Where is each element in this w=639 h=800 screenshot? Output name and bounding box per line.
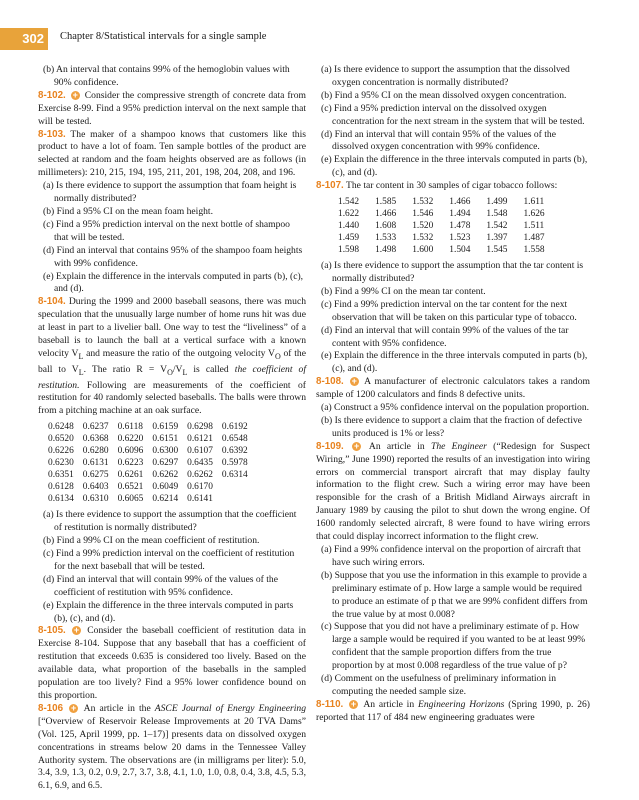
table-cell: 1.498	[375, 245, 397, 256]
table-cell: 0.6520	[48, 434, 74, 445]
table-row	[48, 421, 257, 433]
exercise-text: of the ball to V	[38, 347, 306, 375]
table-cell: 0.6151	[152, 434, 179, 445]
table-cell: 0.6159	[152, 422, 179, 433]
exercise-text: Following are measurements of the coefficient of restitution for 40 randomly selected baseballs. The balls were thrown from a pitching machine at an oak surface.	[38, 379, 306, 417]
table-cell: 1.533	[375, 233, 397, 244]
table-cell: 0.6275	[82, 470, 109, 481]
exercise-number: 8-103.	[38, 128, 66, 140]
table-row	[48, 445, 257, 457]
exercise-text: Consider the compressive strength of concrete data from Exercise 8-99. Find a 95% prediction interval on the next sample that will be tested.	[38, 89, 307, 127]
table-cell: 1.478	[449, 221, 471, 232]
table-cell: 0.6297	[152, 458, 179, 469]
table-cell: 0.6310	[82, 494, 109, 505]
restitution-table	[48, 421, 257, 505]
table-cell: 0.6118	[117, 422, 143, 433]
list-item: (b) Find a 95% CI on the mean foam height.	[43, 205, 213, 217]
exercise-number: 8-102.	[38, 89, 66, 101]
page-number: 302	[0, 28, 48, 50]
list-item: (d) Find an interval that contains 95% of the shampoo foam heights with 99% confidence.	[43, 244, 303, 269]
list-item: (a) Is there evidence to support the assumption that foam height is normally distributed?	[43, 180, 297, 205]
table-cell: 1.504	[449, 245, 471, 256]
list-item: (d) Find an interval that will contain 99% of the values of the coefficient of restitution with 95% confidence.	[43, 573, 278, 598]
table-row	[48, 469, 257, 481]
left-column	[38, 64, 306, 793]
list-item: (d) Find an interval that will contain 99% of the values of the tar content with 95% confidence.	[321, 324, 569, 349]
table-cell: 1.499	[486, 197, 508, 208]
subscript: O	[274, 351, 281, 361]
list-item: (a) Is there evidence to support the assumption that the dissolved oxygen concentration is normally distributed?	[321, 64, 570, 88]
table-cell: 0.6314	[221, 470, 248, 481]
exercise-text: An article in the	[83, 702, 155, 714]
exercise-8-108	[316, 376, 590, 402]
plus-icon: +	[350, 698, 357, 709]
table-cell: 0.6548	[221, 434, 248, 445]
table-cell: 0.6134	[48, 494, 74, 505]
table-cell: 0.6392	[221, 446, 248, 457]
table-cell: 0.6230	[48, 458, 74, 469]
table-cell: 0.6121	[187, 434, 213, 445]
table-row	[338, 220, 561, 232]
list-item: (c) Find a 99% prediction interval on the coefficient of restitution for the next baseball that will be tested.	[43, 548, 295, 572]
table-row	[338, 196, 561, 208]
table-cell: 0.6131	[82, 458, 109, 469]
table-cell: 0.6351	[48, 470, 74, 481]
table-row	[338, 232, 561, 244]
list-item: (c) Find a 99% prediction interval on the tar content for the next observation that will be taken on this particular type of tobacco.	[321, 298, 577, 323]
exercise-text: The maker of a shampoo knows that customers like this product to have a lot of foam. Ten sample bottles of the product are selected at random and the foam heights observed are as follows (in millimeters): 210, 215, 194, 195, 211, 201, 198, 204, 208, and 196.	[38, 128, 306, 179]
table-cell: 0.6141	[187, 494, 213, 505]
table-cell: 1.440	[338, 221, 360, 232]
table-cell: 1.532	[412, 197, 434, 208]
subscript: L	[78, 351, 84, 361]
table-cell: 0.6262	[152, 470, 179, 481]
list-item: (b) An interval that contains 99% of the hemoglobin values with 90% confidence.	[43, 64, 290, 88]
table-cell: 1.626	[523, 209, 545, 220]
exercise-8-103	[38, 129, 306, 181]
table-cell: 1.466	[449, 197, 471, 208]
table-cell: 1.487	[523, 233, 545, 244]
exercise-text: /V	[172, 363, 183, 375]
table-cell: 0.6237	[82, 422, 109, 433]
plus-icon: +	[351, 376, 357, 387]
table-cell: 1.611	[523, 197, 545, 208]
table-cell: 1.511	[523, 221, 545, 232]
exercise-number: 8-105.	[38, 625, 66, 637]
exercise-number: 8-107.	[316, 180, 344, 192]
exercise-8-102	[38, 90, 306, 129]
page-header	[0, 28, 639, 50]
exercise-text: [“Overview of Reservoir Release Improvements at 20 TVA Dams” (Vol. 125, April 1999, pp. 1–17)] presents data on dissolved oxygen concentrations in streams below 20 dams in the Tennessee Valley Authority system. The observations are (in milligrams per liter): 5.0, 3.4, 3.9, 1.3, 0.2, 0.9, 2.7, 3.7, 3.8, 4.1, 1.0, 1.0, 0.8, 0.4, 3.8, 4.5, 5.3, 6.1, 6.9, and 6.5.	[38, 715, 306, 792]
table-row	[48, 433, 257, 445]
table-cell	[222, 481, 257, 493]
subscript: O	[167, 367, 173, 377]
exercise-number: 8-104.	[38, 296, 66, 308]
table-cell: 1.585	[375, 197, 397, 208]
exercise-8-106	[38, 703, 306, 793]
table-cell: 1.542	[338, 197, 360, 208]
exercise-text: . The ratio R = V	[83, 363, 168, 375]
table-cell: 1.545	[486, 245, 508, 256]
list-item: (c) Find a 95% prediction interval on the next bottle of shampoo that will be tested.	[43, 218, 290, 243]
subscript: L	[182, 367, 188, 377]
table-cell: 0.6223	[117, 458, 144, 469]
list-item: (c) Find a 95% prediction interval on the dissolved oxygen concentration for the next stream in the system that will be tested.	[321, 102, 585, 127]
table-cell: 0.6298	[187, 422, 213, 433]
subscript: L	[78, 367, 84, 377]
table-cell: 1.397	[486, 233, 508, 244]
list-item: (d) Comment on the usefulness of preliminary information in computing the needed sample size.	[321, 673, 557, 697]
table-row	[48, 481, 257, 493]
table-cell: 0.6226	[48, 446, 74, 457]
journal-title: The Engineer	[430, 440, 487, 452]
exercise-text: is called	[187, 363, 235, 375]
exercise-number: 8-110.	[316, 698, 344, 710]
table-cell: 0.6403	[82, 482, 109, 493]
exercise-text: A manufacturer of electronic calculators takes a random sample of 1200 calculators and finds 8 defective units.	[316, 376, 590, 401]
exercise-text: and measure the ratio of the outgoing velocity V	[83, 347, 275, 359]
emphasis-text: the coefficient of restitution.	[38, 363, 307, 391]
list-item: (e) Explain the difference in the intervals computed in parts (b), (c), and (d).	[43, 270, 304, 295]
list-item: (b) Suppose that you use the information in this example to provide a preliminary estimate of p. How large a sample would be required to produce an estimate of p that we are 99% confident differs from the true value by at most 0.008?	[321, 569, 588, 620]
list-item: (d) Find an interval that will contain 95% of the values of the dissolved oxygen concentration with 99% confidence.	[321, 128, 556, 153]
table-cell: 0.6262	[187, 470, 213, 481]
table-cell: 0.6248	[48, 422, 74, 433]
table-cell: 1.608	[375, 221, 397, 232]
list-item: (b) Find a 99% CI on the mean coefficient of restitution.	[43, 535, 260, 547]
right-column	[316, 64, 590, 725]
table-cell: 1.459	[338, 233, 360, 244]
table-cell: 0.6107	[187, 446, 213, 457]
plus-icon: +	[353, 440, 360, 451]
table-cell: 0.6192	[221, 422, 248, 433]
exercise-number: 8-109.	[316, 440, 344, 452]
table-cell: 0.6220	[117, 434, 144, 445]
table-cell: 1.520	[412, 221, 434, 232]
exercise-number: 8-108.	[316, 376, 344, 388]
list-item: (e) Explain the difference in the three intervals computed in parts (b), (c), and (d).	[43, 599, 294, 624]
exercise-text: Consider the baseball coefficient of restitution data in Exercise 8-104. Suppose that any baseball that has a coefficient of restitution that exceeds 0.635 is considered too lively. Based on the available data, what proportion of the baseballs in the sampled population are too lively? Find a 95% lower confidence bound on this proportion.	[38, 625, 306, 701]
table-cell: 1.598	[338, 245, 360, 256]
list-item: (e) Explain the difference in the three intervals computed in parts (b), (c), and (d).	[321, 350, 588, 375]
exercise-8-104	[38, 296, 306, 418]
list-item: (a) Find a 99% confidence interval on the proportion of aircraft that have such wiring errors.	[321, 544, 581, 568]
list-item: (c) Suppose that you did not have a preliminary estimate of p. How large a sample would be required if you wanted to be at least 99% confident that the sample proportion differs from the true proportion by at most 0.008 regardless of the true value of p?	[321, 621, 586, 672]
exercise-text: The tar content in 30 samples of cigar tobacco follows:	[346, 180, 558, 192]
exercise-text: (Spring 1990, p. 26) reported that 117 of 484 new engineering graduates were	[316, 698, 590, 723]
journal-title: Engineering Horizons	[417, 698, 505, 710]
plus-icon: +	[70, 702, 77, 713]
table-cell: 1.532	[412, 233, 434, 244]
list-item: (a) Is there evidence to support the assumption that the coefficient of restitution is normally distributed?	[43, 509, 297, 534]
table-cell: 0.6368	[82, 434, 109, 445]
table-cell: 0.6128	[48, 482, 74, 493]
table-row	[48, 493, 257, 505]
table-row	[338, 208, 561, 220]
table-cell: 1.466	[375, 209, 397, 220]
table-cell: 1.494	[449, 209, 471, 220]
table-cell: 0.6096	[117, 446, 144, 457]
table-cell: 0.5978	[221, 458, 248, 469]
list-item: (e) Explain the difference in the three intervals computed in parts (b), (c), and (d).	[321, 154, 588, 179]
list-item: (b) Find a 99% CI on the mean tar content.	[321, 285, 486, 297]
table-cell: 1.622	[338, 209, 360, 220]
table-cell: 0.6049	[152, 482, 179, 493]
table-cell: 1.600	[412, 245, 434, 256]
table-row	[338, 244, 561, 256]
exercise-number: 8-106	[38, 702, 64, 714]
table-cell	[222, 493, 257, 505]
table-cell: 1.523	[449, 233, 471, 244]
exercise-8-107	[316, 180, 590, 193]
table-cell: 0.6521	[117, 482, 144, 493]
table-cell: 0.6214	[152, 494, 179, 505]
table-cell: 1.546	[412, 209, 434, 220]
table-cell: 0.6065	[117, 494, 144, 505]
exercise-text: (“Redesign for Suspect Wiring,” June 1990) reported the results of an investigation into wiring errors on commercial transport aircraft that may display faulty information to the flight crew. Such a wiring error may have been responsible for the crash of a British Midland Airways aircraft in January 1989 by causing the pilot to shut down the wrong engine. Of 1600 randomly selected aircraft, 8 were found to have wiring errors that could display incorrect information to the flight crew.	[316, 440, 590, 543]
table-cell: 0.6170	[187, 482, 213, 493]
list-item: (a) Is there evidence to support the assumption that the tar content is normally distributed?	[321, 260, 584, 284]
exercise-8-105	[38, 625, 306, 702]
table-cell: 1.542	[486, 221, 508, 232]
list-item: (b) Is there evidence to support a claim that the fraction of defective units produced is 1% or less?	[321, 414, 583, 439]
table-cell: 1.548	[486, 209, 508, 220]
exercise-text: During the 1999 and 2000 baseball seasons, there was much speculation that the unusually large number of home runs hit was due at least in part to a livelier ball. One way to test the “liveliness” of a baseball is to launch the ball at a vertical surface with a known velocity V	[38, 296, 306, 359]
exercise-text: An article in	[368, 440, 431, 452]
table-cell: 1.558	[523, 245, 545, 256]
list-item: (a) Construct a 95% confidence interval on the population proportion.	[321, 402, 590, 414]
chapter-title: Chapter 8/Statistical intervals for a single sample	[60, 31, 267, 42]
table-row	[48, 457, 257, 469]
plus-icon: +	[73, 625, 80, 636]
journal-title: ASCE Journal of Energy Engineering	[154, 702, 306, 714]
plus-icon: +	[72, 89, 78, 100]
tar-content-table	[338, 196, 561, 256]
exercise-8-110	[316, 699, 590, 725]
table-cell: 0.6280	[82, 446, 109, 457]
exercise-8-109	[316, 441, 590, 544]
table-cell: 0.6261	[117, 470, 144, 481]
table-cell: 0.6435	[187, 458, 213, 469]
exercise-text: An article in	[363, 698, 418, 710]
list-item: (b) Find a 95% CI on the mean dissolved oxygen concentration.	[321, 89, 567, 101]
table-cell: 0.6300	[152, 446, 179, 457]
